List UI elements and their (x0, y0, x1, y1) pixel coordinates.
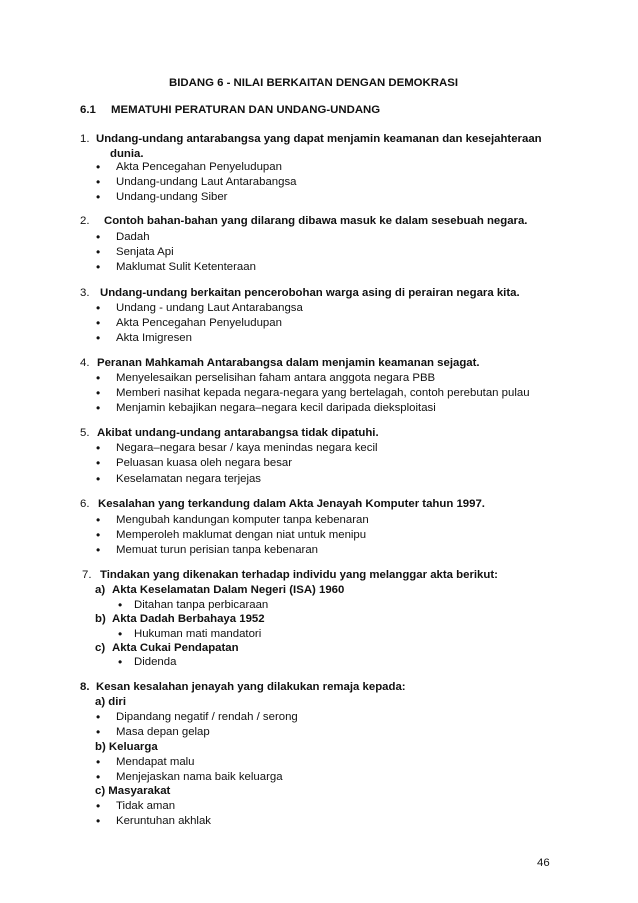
q2-item-1: Dadah (116, 231, 150, 243)
bullet-icon: • (96, 260, 101, 274)
bullet-icon: • (96, 799, 101, 813)
bullet-icon: • (96, 401, 101, 415)
bullet-icon: • (96, 543, 101, 557)
q8c-item-2: Keruntuhan akhlak (116, 815, 211, 827)
q6-item-2: Memperoleh maklumat dengan niat untuk menipu (116, 529, 367, 541)
bullet-icon: • (96, 725, 101, 739)
bullet-icon: • (96, 160, 101, 174)
q4-number: 4. (80, 357, 90, 369)
q2-number: 2. (80, 215, 90, 227)
q3-number: 3. (80, 287, 90, 299)
bullet-icon: • (118, 598, 123, 612)
q7c-heading: Akta Cukai Pendapatan (112, 642, 239, 654)
q8a-item-1: Dipandang negatif / rendah / serong (116, 711, 298, 723)
q4-item-3: Menjamin kebajikan negara–negara kecil daripada dieksploitasi (116, 402, 436, 414)
q7c-item: Didenda (134, 656, 177, 668)
section-heading: MEMATUHI PERATURAN DAN UNDANG-UNDANG (111, 104, 381, 116)
q7a-label: a) (95, 584, 106, 596)
section-number: 6.1 (80, 104, 96, 116)
q8b-heading: b) Keluarga (95, 741, 158, 753)
q6-number: 6. (80, 498, 90, 510)
q5-number: 5. (80, 427, 90, 439)
q8-question: Kesan kesalahan jenayah yang dilakukan remaja kepada: (96, 681, 406, 693)
bullet-icon: • (96, 331, 101, 345)
q7-question: Tindakan yang dikenakan terhadap individu yang melanggar akta berikut: (100, 569, 498, 581)
q1-item-3: Undang-undang Siber (116, 191, 228, 203)
bullet-icon: • (96, 513, 101, 527)
q7b-item: Hukuman mati mandatori (134, 628, 262, 640)
q1-question-line1: Undang-undang antarabangsa yang dapat menjamin keamanan dan kesejahteraan (96, 133, 542, 145)
q5-item-1: Negara–negara besar / kaya menindas negara kecil (116, 442, 378, 454)
bullet-icon: • (96, 386, 101, 400)
q8b-item-1: Mendapat malu (116, 756, 195, 768)
bullet-icon: • (96, 371, 101, 385)
bullet-icon: • (96, 528, 101, 542)
q3-item-3: Akta Imigresen (116, 332, 192, 344)
q1-number: 1. (80, 133, 90, 145)
q5-item-2: Peluasan kuasa oleh negara besar (116, 457, 293, 469)
bullet-icon: • (96, 316, 101, 330)
bullet-icon: • (118, 655, 123, 669)
q5-item-3: Keselamatan negara terjejas (116, 473, 262, 485)
q1-question-line2: dunia. (110, 148, 144, 160)
q7a-heading: Akta Keselamatan Dalam Negeri (ISA) 1960 (112, 584, 345, 596)
bullet-icon: • (118, 627, 123, 641)
q1-item-1: Akta Pencegahan Penyeludupan (116, 161, 282, 173)
q8-number: 8. (80, 681, 90, 693)
q2-item-3: Maklumat Sulit Ketenteraan (116, 261, 256, 273)
q8b-item-2: Menjejaskan nama baik keluarga (116, 771, 283, 783)
q7b-label: b) (95, 613, 106, 625)
bullet-icon: • (96, 175, 101, 189)
q4-item-2: Memberi nasihat kepada negara-negara yang bertelagah, contoh perebutan pulau (116, 387, 530, 399)
q7b-heading: Akta Dadah Berbahaya 1952 (112, 613, 265, 625)
q8c-heading: c) Masyarakat (95, 785, 171, 797)
q2-question: Contoh bahan-bahan yang dilarang dibawa masuk ke dalam sesebuah negara. (104, 215, 528, 227)
q4-question: Peranan Mahkamah Antarabangsa dalam menjamin keamanan sejagat. (97, 357, 480, 369)
bullet-icon: • (96, 245, 101, 259)
q8a-item-2: Masa depan gelap (116, 726, 210, 738)
page-title: BIDANG 6 - NILAI BERKAITAN DENGAN DEMOKRASI (169, 77, 458, 89)
bullet-icon: • (96, 456, 101, 470)
q4-item-1: Menyelesaikan perselisihan faham antara anggota negara PBB (116, 372, 436, 384)
bullet-icon: • (96, 230, 101, 244)
q7c-label: c) (95, 642, 106, 654)
q3-question: Undang-undang berkaitan pencerobohan warga asing di perairan negara kita. (100, 287, 520, 299)
q5-question: Akibat undang-undang antarabangsa tidak dipatuhi. (97, 427, 379, 439)
q3-item-1: Undang - undang Laut Antarabangsa (116, 302, 303, 314)
bullet-icon: • (96, 755, 101, 769)
bullet-icon: • (96, 770, 101, 784)
bullet-icon: • (96, 814, 101, 828)
q1-item-2: Undang-undang Laut Antarabangsa (116, 176, 297, 188)
page-number: 46 (537, 857, 550, 869)
bullet-icon: • (96, 301, 101, 315)
q3-item-2: Akta Pencegahan Penyeludupan (116, 317, 282, 329)
q6-item-1: Mengubah kandungan komputer tanpa kebenaran (116, 514, 369, 526)
q7a-item: Ditahan tanpa perbicaraan (134, 599, 269, 611)
bullet-icon: • (96, 441, 101, 455)
q8c-item-1: Tidak aman (116, 800, 176, 812)
q7-number: 7. (82, 569, 92, 581)
q6-question: Kesalahan yang terkandung dalam Akta Jenayah Komputer tahun 1997. (98, 498, 485, 510)
q6-item-3: Memuat turun perisian tanpa kebenaran (116, 544, 318, 556)
q2-item-2: Senjata Api (116, 246, 174, 258)
bullet-icon: • (96, 710, 101, 724)
bullet-icon: • (96, 190, 101, 204)
q8a-heading: a) diri (95, 696, 127, 708)
bullet-icon: • (96, 472, 101, 486)
